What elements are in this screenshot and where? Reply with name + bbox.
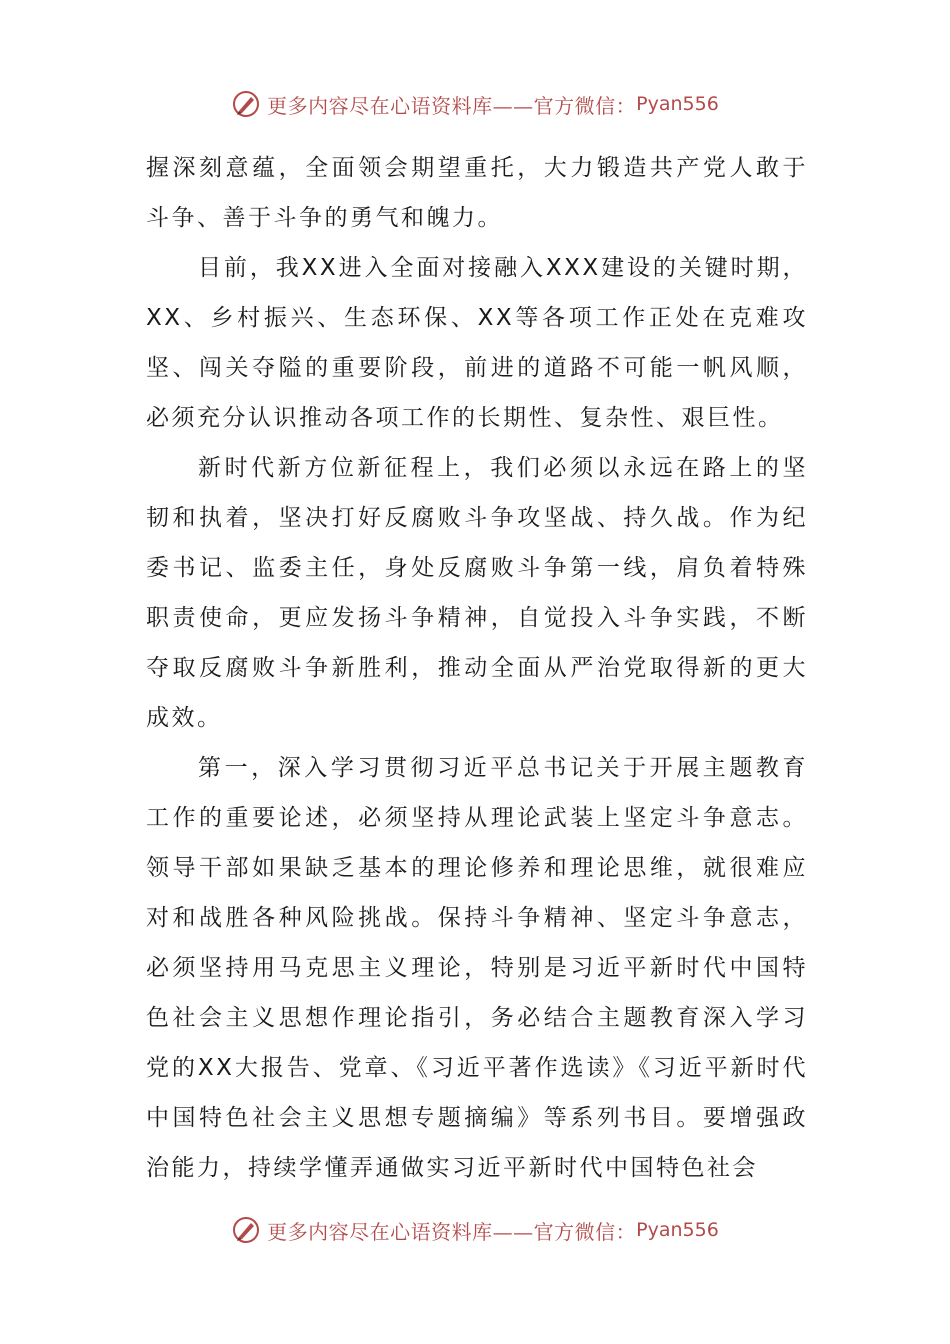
header-banner — [0, 84, 950, 124]
wechat-id: Pyan556 — [636, 93, 719, 115]
paragraph: 新时代新方位新征程上，我们必须以永远在路上的坚韧和执着，坚决打好反腐败斗争攻坚战、持久战。作为纪委书记、监委主任，身处反腐败斗争第一线，肩负着特殊职责使命，更应发扬斗争精神，自觉投入斗争实践，不断夺取反腐败斗争新胜利，推动全面从严治党取得新的更大成效。 — [146, 455, 808, 731]
document-body — [146, 143, 808, 1193]
wechat-id: Pyan556 — [636, 1219, 719, 1241]
banner-text: 更多内容尽在心语资料库——官方微信： — [267, 93, 637, 118]
paragraph: 第一，深入学习贯彻习近平总书记关于开展主题教育工作的重要论述，必须坚持从理论武装上坚定斗争意志。领导干部如果缺乏基本的理论修养和理论思维，就很难应对和战胜各种风险挑战。保持斗争精神、坚定斗争意志，必须坚持用马克思主义理论，特别是习近平新时代中国特色社会主义思想作理论指引，务必结合主题教育深入学习党的XX大报告、党章、《习近平著作选读》《习近平新时代中国特色社会主义思想专题摘编》等系列书目。要增强政治能力，持续学懂弄通做实习近平新时代中国特色社会 — [146, 755, 808, 1181]
pen-nib-icon — [231, 1215, 261, 1245]
pen-nib-icon — [231, 89, 261, 119]
footer-banner — [0, 1210, 950, 1250]
banner-text: 更多内容尽在心语资料库——官方微信： — [267, 1219, 637, 1244]
paragraph: 目前，我XX进入全面对接融入XXX建设的关键时期，XX、乡村振兴、生态环保、XX等各项工作正处在克难攻坚、闯关夺隘的重要阶段，前进的道路不可能一帆风顺，必须充分认识推动各项工作的长期性、复杂性、艰巨性。 — [146, 255, 808, 431]
paragraph-continuation: 握深刻意蕴，全面领会期望重托，大力锻造共产党人敢于斗争、善于斗争的勇气和魄力。 — [146, 155, 808, 231]
